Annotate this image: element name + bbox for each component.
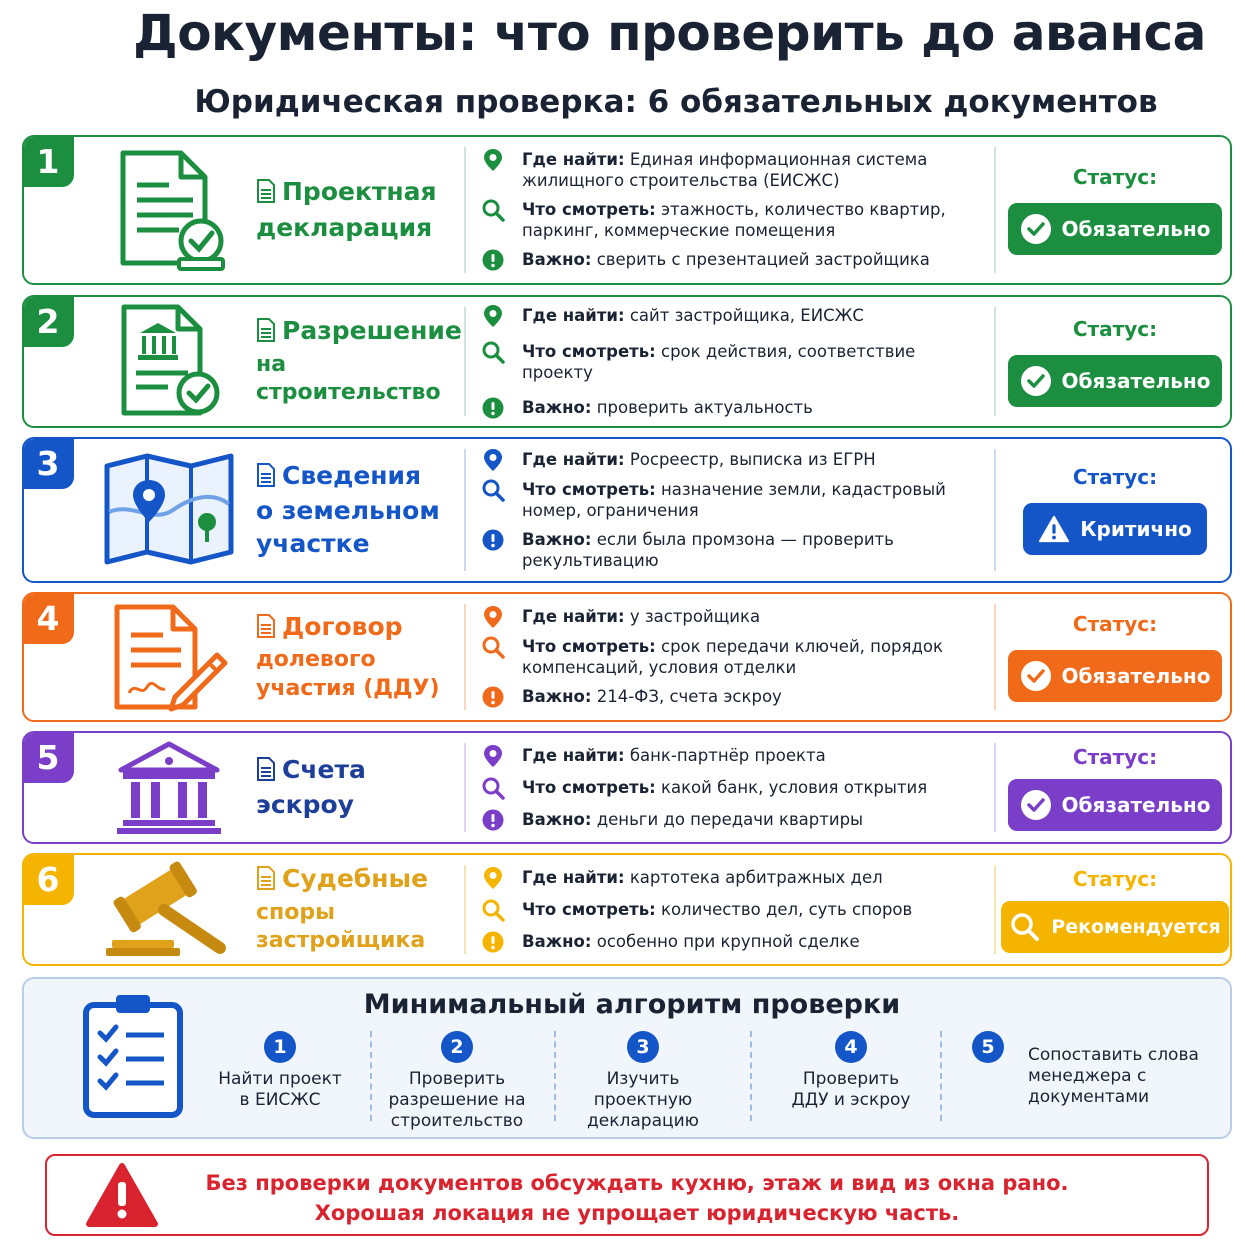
status-badge — [1001, 901, 1228, 953]
document-title-line1: Сведения — [282, 460, 422, 490]
document-title — [256, 297, 466, 426]
document-title-line1: Договор — [282, 611, 403, 641]
document-details — [480, 137, 985, 283]
document-title — [256, 137, 466, 283]
page-title: Документы: что проверить до аванса — [133, 4, 1206, 62]
warning-triangle-icon — [85, 1162, 159, 1232]
document-details — [480, 594, 985, 720]
what-row: Что смотреть: срок действия, соответствие проекту — [480, 341, 985, 383]
algorithm-step-2: 2 Проверить разрешение на строительство — [382, 1031, 532, 1132]
location-pin-icon — [480, 867, 506, 889]
status-text: Обязательно — [1061, 792, 1211, 817]
magnifier-icon — [1009, 911, 1041, 943]
magnifier-icon — [480, 777, 506, 799]
magnifier-icon — [480, 341, 506, 363]
check-circle-icon — [1020, 660, 1052, 692]
check-circle-icon — [1020, 365, 1052, 397]
document-title — [256, 855, 466, 964]
location-pin-icon — [480, 449, 506, 471]
algorithm-panel — [22, 977, 1232, 1139]
algorithm-title: Минимальный алгоритм проверки — [363, 989, 901, 1020]
status-label: Статус: — [1072, 165, 1158, 189]
document-title-line2: о земельном участке — [256, 496, 440, 558]
what-row: Что смотреть: срок передачи ключей, порядок компенсаций, условия отделки — [480, 636, 985, 678]
important-row: Важно: сверить с презентацией застройщика — [480, 249, 985, 271]
page-subtitle: Юридическая проверка: 6 обязательных документов — [194, 84, 1158, 120]
status-text: Критично — [1080, 517, 1192, 541]
status-text: Обязательно — [1061, 368, 1211, 393]
location-pin-icon — [480, 745, 506, 767]
status-label: Статус: — [1072, 744, 1158, 769]
warning-panel — [45, 1154, 1209, 1236]
check-circle-icon — [1020, 213, 1052, 245]
document-title — [256, 439, 466, 581]
document-icon — [256, 866, 276, 899]
status-column — [1000, 594, 1230, 720]
status-text: Обязательно — [1061, 217, 1211, 241]
document-card-3 — [22, 437, 1232, 583]
algorithm-step-5: 5 Сопоставить слова менеджера с документами — [972, 1031, 1212, 1108]
document-icon — [256, 318, 276, 351]
document-title — [256, 594, 466, 720]
document-card-1 — [22, 135, 1232, 285]
status-label: Статус: — [1072, 612, 1158, 636]
card-number-badge: 3 — [22, 437, 74, 489]
document-card-6 — [22, 853, 1232, 966]
status-badge — [1008, 779, 1223, 831]
document-title-line2: долевого участия (ДДУ) — [256, 647, 440, 701]
important-row: Важно: особенно при крупной сделке — [480, 931, 985, 953]
location-pin-icon — [480, 606, 506, 628]
document-title-line2: на строительство — [256, 351, 441, 406]
exclamation-icon — [480, 809, 506, 831]
algorithm-step-4: 4 Проверить ДДУ и эскроу — [776, 1031, 926, 1111]
document-details — [480, 439, 985, 581]
status-badge — [1008, 203, 1223, 255]
status-column — [1000, 137, 1230, 283]
contract-pen-icon — [84, 594, 254, 720]
what-row: Что смотреть: назначение земли, кадастровый номер, ограничения — [480, 479, 985, 521]
document-icon — [256, 614, 276, 647]
status-text: Рекомендуется — [1051, 915, 1221, 938]
status-label: Статус: — [1072, 866, 1158, 891]
document-title-line1: Проектная — [282, 177, 437, 206]
document-icon — [256, 179, 276, 212]
algorithm-step-3: 3 Изучить проектную декларацию — [574, 1031, 712, 1132]
document-title-line2: эскроу — [256, 790, 354, 819]
what-row: Что смотреть: этажность, количество квартир, паркинг, коммерческие помещения — [480, 199, 985, 241]
exclamation-icon — [480, 249, 506, 271]
document-title-line1: Счета — [282, 754, 366, 784]
exclamation-icon — [480, 529, 506, 551]
important-row: Важно: 214-ФЗ, счета эскроу — [480, 686, 985, 708]
card-number-badge: 1 — [22, 135, 74, 187]
where-row: Где найти: Единая информационная система жилищного строительства (ЕИСЖС) — [480, 149, 985, 191]
exclamation-icon — [480, 686, 506, 708]
where-row: Где найти: картотека арбитражных дел — [480, 867, 985, 889]
important-row: Важно: если была промзона — проверить рекультивацию — [480, 529, 985, 571]
document-icon — [256, 757, 276, 790]
status-text: Обязательно — [1061, 664, 1211, 688]
document-title-line2: декларация — [256, 212, 433, 242]
status-column — [1000, 733, 1230, 842]
status-badge — [1008, 355, 1223, 407]
card-number-badge: 6 — [22, 853, 74, 905]
bank-building-icon — [84, 733, 254, 842]
status-label: Статус: — [1072, 316, 1158, 341]
magnifier-icon — [480, 479, 506, 501]
important-row: Важно: проверить актуальность — [480, 397, 985, 419]
document-card-4 — [22, 592, 1232, 722]
status-badge — [1008, 650, 1223, 702]
location-pin-icon — [480, 149, 506, 171]
where-row: Где найти: банк-партнёр проекта — [480, 745, 985, 767]
document-title-line1: Разрешение — [282, 316, 462, 346]
where-row: Где найти: сайт застройщика, ЕИСЖС — [480, 305, 985, 327]
document-details — [480, 733, 985, 842]
what-row: Что смотреть: какой банк, условия открытия — [480, 777, 985, 799]
map-pin-icon — [84, 439, 254, 581]
where-row: Где найти: Росреестр, выписка из ЕГРН — [480, 449, 985, 471]
document-title-line1: Судебные — [282, 864, 429, 894]
status-label: Статус: — [1072, 465, 1158, 489]
exclamation-icon — [480, 397, 506, 419]
document-title-line2: споры застройщика — [256, 899, 426, 954]
document-seal-icon — [84, 137, 254, 283]
document-card-5 — [22, 731, 1232, 844]
important-row: Важно: деньги до передачи квартиры — [480, 809, 985, 831]
location-pin-icon — [480, 305, 506, 327]
what-row: Что смотреть: количество дел, суть споров — [480, 899, 985, 921]
check-circle-icon — [1020, 789, 1052, 821]
where-row: Где найти: у застройщика — [480, 606, 985, 628]
warning-text: Без проверки документов обсуждать кухню, этаж и вид из окна рано. Хорошая локация не упрощает юридическую часть. — [205, 1171, 1069, 1225]
status-badge — [1023, 503, 1207, 555]
status-column — [1000, 439, 1230, 581]
exclamation-icon — [480, 931, 506, 953]
card-number-badge: 4 — [22, 592, 74, 644]
status-column — [1000, 297, 1230, 426]
status-column — [1000, 855, 1230, 964]
card-number-badge: 5 — [22, 731, 74, 783]
document-card-2 — [22, 295, 1232, 428]
magnifier-icon — [480, 899, 506, 921]
document-building-icon — [84, 297, 254, 426]
algorithm-step-1: 1 Найти проект в ЕИСЖС — [214, 1031, 346, 1111]
magnifier-icon — [480, 636, 506, 658]
document-icon — [256, 463, 276, 496]
card-number-badge: 2 — [22, 295, 74, 347]
gavel-icon — [84, 855, 254, 964]
document-details — [480, 855, 985, 964]
document-details — [480, 297, 985, 426]
clipboard-checklist-icon — [82, 991, 186, 1123]
warning-triangle-icon — [1038, 513, 1070, 545]
magnifier-icon — [480, 199, 506, 221]
document-title — [256, 733, 466, 842]
